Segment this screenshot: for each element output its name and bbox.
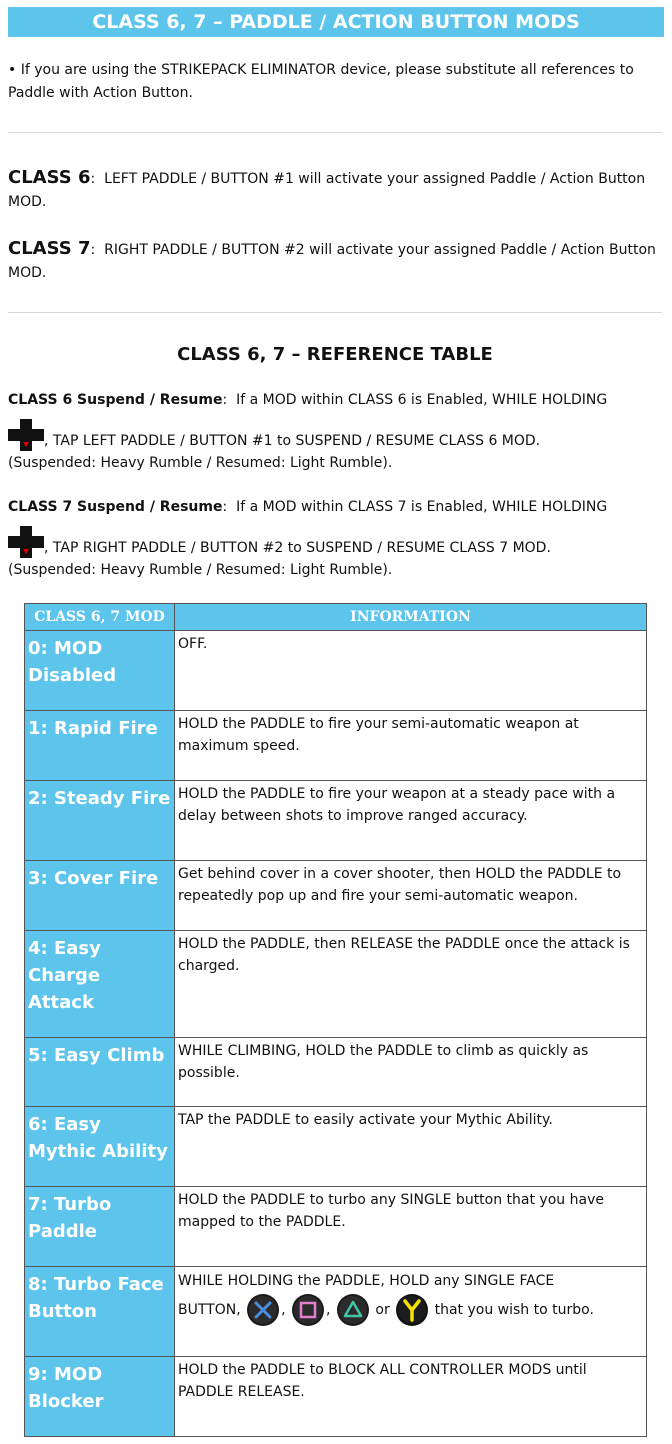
- info-cell: HOLD the PADDLE to fire your weapon at a steady pace with a delay between shots to improve ranged accuracy.: [175, 781, 647, 861]
- mod-cell: 0: MOD Disabled: [25, 631, 175, 711]
- info-cell: HOLD the PADDLE to turbo any SINGLE button that you have mapped to the PADDLE.: [175, 1187, 647, 1267]
- table-row: [25, 781, 647, 861]
- info-cell: HOLD the PADDLE to fire your semi-automatic weapon at maximum speed.: [175, 711, 647, 781]
- mod-cell: 9: MOD Blocker: [25, 1357, 175, 1437]
- intro-note: • If you are using the STRIKEPACK ELIMINATOR device, please substitute all references to Paddle with Action Button.: [8, 62, 634, 101]
- class6-suspend-resume: CLASS 6 Suspend / Resume: If a MOD within CLASS 6 is Enabled, WHILE HOLDING , TAP LEFT PADDLE / BUTTON #1 to SUSPEND / RESUME CLASS 6 MOD. (Suspended: Heavy Rumble / Resumed: Light Rumble).: [8, 392, 608, 471]
- class7-suspend-text-a: If a MOD within CLASS 7 is Enabled, WHILE HOLDING: [236, 499, 608, 515]
- dpad-down-icon: [8, 530, 44, 556]
- class6-suspend-text-b: , TAP LEFT PADDLE / BUTTON #1 to SUSPEND / RESUME CLASS 6 MOD.: [44, 433, 541, 449]
- info-cell: HOLD the PADDLE, then RELEASE the PADDLE once the attack is charged.: [175, 931, 647, 1038]
- separator: or: [375, 1302, 390, 1318]
- info-cell: OFF.: [175, 631, 647, 711]
- class7-suspend-text-c: (Suspended: Heavy Rumble / Resumed: Light Rumble).: [8, 562, 393, 578]
- column-header-mod: CLASS 6, 7 MOD: [25, 604, 175, 631]
- class6-description: [8, 166, 664, 214]
- info-cell: WHILE CLIMBING, HOLD the PADDLE to climb as quickly as possible.: [175, 1038, 647, 1107]
- table-header-row: [25, 604, 647, 631]
- separator: ,: [326, 1302, 331, 1318]
- table-row: [25, 711, 647, 781]
- class6-label: CLASS 6: [8, 167, 91, 188]
- square-button-icon: [291, 1293, 325, 1327]
- table-row: [25, 1357, 647, 1437]
- mod-cell: 7: Turbo Paddle: [25, 1187, 175, 1267]
- class7-text: RIGHT PADDLE / BUTTON #2 will activate your assigned Paddle / Action Button MOD.: [8, 242, 656, 281]
- table-row: [25, 931, 647, 1038]
- reference-table-title: CLASS 6, 7 – REFERENCE TABLE: [177, 344, 493, 365]
- table-row: [25, 861, 647, 931]
- info-cell: HOLD the PADDLE to BLOCK ALL CONTROLLER MODS until PADDLE RELEASE.: [175, 1357, 647, 1437]
- divider: [8, 312, 662, 313]
- table-row: [25, 631, 647, 711]
- dpad-down-icon: [8, 423, 44, 449]
- table-row: [25, 1187, 647, 1267]
- mod-cell: 6: Easy Mythic Ability: [25, 1107, 175, 1187]
- info-cell: [175, 1267, 647, 1357]
- reference-table: [24, 603, 647, 1437]
- class6-colon: :: [90, 171, 96, 187]
- mod-cell: 8: Turbo Face Button: [25, 1267, 175, 1357]
- mod-cell: 2: Steady Fire: [25, 781, 175, 861]
- table-row: [25, 1038, 647, 1107]
- class7-label: CLASS 7: [8, 238, 91, 259]
- cross-button-icon: [246, 1293, 280, 1327]
- class6-suspend-text-a: If a MOD within CLASS 6 is Enabled, WHILE HOLDING: [236, 392, 608, 408]
- info-text-c: that you wish to turbo.: [434, 1302, 594, 1318]
- class7-suspend-label: CLASS 7 Suspend / Resume: [8, 499, 223, 515]
- table-row: [25, 1107, 647, 1187]
- class7-description: [8, 237, 664, 285]
- class7-suspend-text-b: , TAP RIGHT PADDLE / BUTTON #2 to SUSPEND / RESUME CLASS 7 MOD.: [44, 540, 551, 556]
- class7-colon: :: [90, 242, 96, 258]
- class6-suspend-text-c: (Suspended: Heavy Rumble / Resumed: Light Rumble).: [8, 455, 393, 471]
- y-button-icon: [395, 1293, 429, 1327]
- mod-cell: 1: Rapid Fire: [25, 711, 175, 781]
- info-cell: Get behind cover in a cover shooter, then HOLD the PADDLE to repeatedly pop up and fire your semi-automatic weapon.: [175, 861, 647, 931]
- triangle-button-icon: [336, 1293, 370, 1327]
- divider: [8, 132, 662, 133]
- info-cell: TAP the PADDLE to easily activate your Mythic Ability.: [175, 1107, 647, 1187]
- info-text-a: WHILE HOLDING the PADDLE, HOLD any SINGLE FACE: [178, 1273, 555, 1289]
- column-header-information: INFORMATION: [175, 604, 647, 631]
- page-title-banner: CLASS 6, 7 – PADDLE / ACTION BUTTON MODS: [8, 7, 664, 37]
- info-text-b: BUTTON,: [178, 1302, 241, 1318]
- mod-cell: 5: Easy Climb: [25, 1038, 175, 1107]
- separator: ,: [281, 1302, 286, 1318]
- mod-cell: 3: Cover Fire: [25, 861, 175, 931]
- table-row: [25, 1267, 647, 1357]
- class6-suspend-label: CLASS 6 Suspend / Resume: [8, 392, 223, 408]
- class7-suspend-resume: CLASS 7 Suspend / Resume: If a MOD within CLASS 7 is Enabled, WHILE HOLDING , TAP RIGHT PADDLE / BUTTON #2 to SUSPEND / RESUME CLASS 7 MOD. (Suspended: Heavy Rumble / Resumed: Light Rumble).: [8, 499, 608, 578]
- class6-text: LEFT PADDLE / BUTTON #1 will activate your assigned Paddle / Action Button MOD.: [8, 171, 646, 210]
- mod-cell: 4: Easy Charge Attack: [25, 931, 175, 1038]
